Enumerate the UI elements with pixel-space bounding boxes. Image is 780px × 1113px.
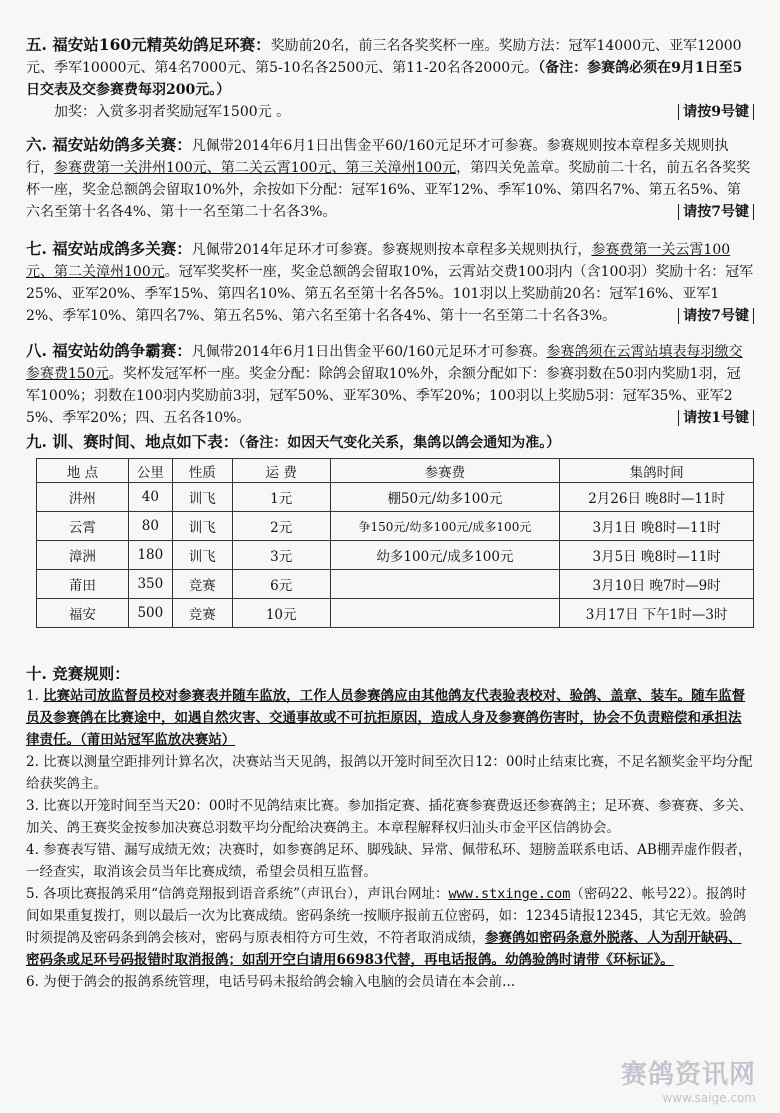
table-header-cell: 地 点 [37, 459, 129, 483]
section-6-body2: ，第四关免盖章。奖励前二十名，前五名各奖奖杯一座，奖金总额鸽会留取10%外，余按如下分配：冠军16%、亚军12%、季军10%、第四名7%、第五名5%、第六名至第十名各4%、第十一名至第二十名各3%。 [26, 160, 751, 220]
table-cell: 2月26日 晚8时—11时 [560, 483, 754, 512]
table-cell: 训飞 [172, 541, 232, 570]
section-8-key: 请按1号键 [678, 410, 754, 426]
section-6-title: 六. 福安站幼鸽多关赛： [26, 135, 192, 154]
table-cell: 漳洲 [37, 541, 129, 570]
section-7-body2: 。冠军奖奖杯一座，奖金总额鸽会留取10%，云霄站交费100羽内（含100羽）奖励十名：冠军25%、亚军20%、季军15%、第四名10%、第五名至第十名各5%。101羽以上奖励前20名：冠军16%、亚军12%、季军10%、第四名7%、第五名5%、第六名至第十名各4%、第十一名至第二十名各3%。 [26, 264, 754, 324]
section-5 [26, 34, 754, 123]
rule-1-text: 比赛站司放监督员校对参赛表并随车监放，工作人员参赛鸽应由其他鸽友代表验表校对、验鸽、盖章、装车。随车监督员及参赛鸽在比赛途中，如遇自然灾害、交通事故或不可抗拒原因，造成人身及参赛鸽伤害时，协会不负责赔偿和承担法律责任。（莆田站冠军监放决赛站） [26, 688, 746, 748]
section-9-title: 九. 训、赛时间、地点如下表： [26, 432, 239, 451]
table-cell: 棚50元/幼多100元 [330, 483, 560, 512]
rule-1 [26, 685, 754, 751]
table-row [37, 599, 754, 628]
schedule-table [36, 458, 754, 628]
table-header-row [37, 459, 754, 483]
section-8-body1: 凡佩带2014年6月1日出售金平60/160元足环才可参赛。 [191, 344, 547, 360]
table-cell: 500 [128, 599, 172, 628]
section-7 [26, 238, 754, 327]
table-cell: 350 [128, 570, 172, 599]
rule-5-url-link[interactable]: www.stxinge.com [448, 886, 571, 902]
table-cell: 2元 [232, 512, 330, 541]
section-10 [26, 663, 754, 993]
section-6 [26, 134, 754, 223]
section-7-key: 请按7号键 [678, 308, 754, 324]
section-5-note: （备注：参赛鸽必须在9月1日至5日交表及交参赛费每羽200元。） [26, 60, 743, 98]
section-9 [26, 431, 754, 454]
rule-5-text-b: （密码22、帐号22）。报鸽时间如果重复拨打，则以最后一次为比赛成绩。密码条统一按顺序报前五位密码，如：12345请报12345，其它无效。验鸽时须提鸽及密码条到鸽会核对，密码与原表相符方可生效，不符者取消成绩， [26, 886, 747, 946]
table-row [37, 541, 754, 570]
section-5-title: 五. 福安站160元精英幼鸽足环赛： [26, 35, 271, 54]
section-5-key: 请按9号键 [678, 104, 754, 120]
rule-3: 3. 比赛以开笼时间至当天20：00时不见鸽结束比赛。参加指定赛、插花赛参赛费返还参赛鸽主；足环赛、参赛赛、多关、加关、鸽王赛奖金按参加决赛总羽数平均分配给决赛鸽主。本章程解释权归汕头市金平区信鸽协会。 [26, 798, 753, 836]
table-cell: 竞赛 [172, 570, 232, 599]
watermark-title: 赛鸽资讯网 [620, 1060, 756, 1090]
rule-4: 4. 参赛表写错、漏写成绩无效；决赛时，如参赛鸽足环、脚残缺、异常、佩带私环、翅膀盖联系电话、AB棚弄虚作假者，一经查实，取消该会员当年比赛成绩，希望会员相互监督。 [26, 842, 752, 880]
table-cell: 80 [128, 512, 172, 541]
table-cell: 180 [128, 541, 172, 570]
rule-2: 2. 比赛以测量空距排列计算名次，决赛站当天见鸽，报鸽以开笼时间至次日12：00时止结束比赛，不足名额奖金平均分配给获奖鸽主。 [26, 754, 753, 792]
table-cell: 3月1日 晚8时—11时 [560, 512, 754, 541]
table-cell: 1元 [232, 483, 330, 512]
table-header-cell: 参赛费 [330, 459, 560, 483]
table-header-cell: 公里 [128, 459, 172, 483]
table-cell: 争150元/幼多100元/成多100元 [330, 512, 560, 541]
section-10-title: 十. 竞赛规则： [26, 664, 130, 683]
table-cell: 福安 [37, 599, 129, 628]
rule-5-text-c: 参赛鸽如密码条意外脱落、人为刮开缺码、密码条或足环号码报错时取消报鸽；如刮开空白请用66983代替，再电话报鸽。幼鸽验鸽时请带《环标证》。 [26, 930, 742, 968]
table-cell: 莆田 [37, 570, 129, 599]
table-cell: 幼多100元/成多100元 [330, 541, 560, 570]
table-cell: 3月17日 下午1时—3时 [560, 599, 754, 628]
section-8 [26, 340, 754, 429]
site-watermark [621, 1054, 756, 1105]
table-cell: 云霄 [37, 512, 129, 541]
rule-6: 6. 为便于鸽会的报鸽系统管理，电话号码未报给鸽会输入电脑的会员请在本会前... [26, 974, 516, 990]
table-cell: 3月5日 晚8时—11时 [560, 541, 754, 570]
rule-5 [26, 883, 754, 971]
table-row [37, 483, 754, 512]
table-header-cell: 性质 [172, 459, 232, 483]
section-7-title: 七. 福安站成鸽多关赛： [26, 239, 192, 258]
rule-1-number: 1. [26, 688, 44, 704]
table-row [37, 512, 754, 541]
section-5-body: 奖励前20名，前三名各奖奖杯一座。奖励方法：冠军14000元、亚军12000元、季军10000元、第4名7000元、第5-10名各2500元、第11-20名各2000元。 [26, 38, 742, 76]
watermark-url: www.saige.com [662, 1091, 756, 1105]
table-header-cell: 运 费 [232, 459, 330, 483]
section-7-fee: 参赛费第一关云霄100元、第二关漳州100元 [26, 242, 731, 280]
section-5-extra: 加奖：入赏多羽者奖励冠军1500元 。 [54, 104, 291, 120]
table-cell [330, 599, 560, 628]
table-cell: 训飞 [172, 512, 232, 541]
table-cell: 10元 [232, 599, 330, 628]
table-cell: 6元 [232, 570, 330, 599]
section-6-body1: 凡佩带2014年6月1日出售金平60/160元足环才可参赛。参赛规则按本章程多关规则执行， [26, 138, 729, 176]
table-row [37, 570, 754, 599]
table-cell: 汫州 [37, 483, 129, 512]
table-cell [330, 570, 560, 599]
table-cell: 3月10日 晚7时—9时 [560, 570, 754, 599]
section-8-fee: 参赛鸽须在云霄站填表每羽缴交参赛费150元 [26, 344, 743, 382]
table-header-cell: 集鸽时间 [560, 459, 754, 483]
section-9-note: （备注：如因天气变化关系，集鸽以鸽会通知为准。） [238, 435, 561, 451]
section-7-body1: 凡佩带2014年足环才可参赛。参赛规则按本章程多关规则执行， [191, 242, 592, 258]
section-8-title: 八. 福安站幼鸽争霸赛： [26, 341, 192, 360]
table-cell: 40 [128, 483, 172, 512]
section-8-body2: 。奖杯发冠军杯一座。奖金分配：除鸽会留取10%外，余额分配如下：参赛羽数在50羽内奖励1羽，冠军100%；羽数在100羽内奖励前3羽，冠军50%、亚军30%、季军20%；100羽以上奖励5羽：冠军35%、亚军25%、季军20%；四、五名各10%。 [26, 366, 741, 426]
table-cell: 竞赛 [172, 599, 232, 628]
section-6-key: 请按7号键 [678, 204, 754, 220]
rule-5-text-a: 5. 各项比赛报鸽采用“信鸽竞翔报到语音系统”（声讯台），声讯台网址： [26, 886, 449, 902]
table-cell: 训飞 [172, 483, 232, 512]
section-6-fee: 参赛费第一关汫州100元、第二关云霄100元、第三关漳州100元 [54, 160, 457, 176]
table-cell: 3元 [232, 541, 330, 570]
